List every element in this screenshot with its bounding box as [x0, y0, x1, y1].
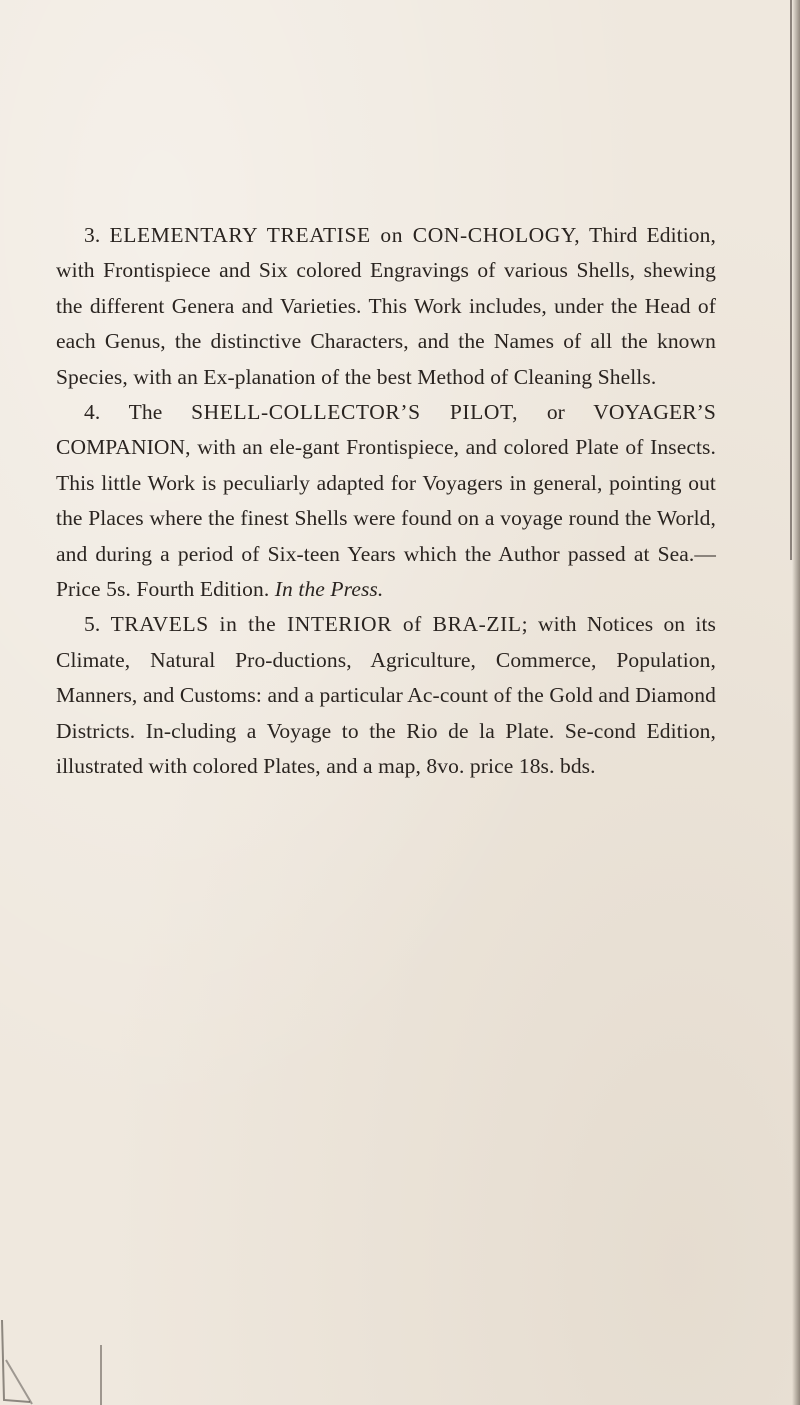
entry-title: ELEMENTARY TREATISE on CON-CHOLOGY,	[109, 223, 581, 247]
entry-body: or VOYAGER’S COMPANION, with an ele-gant Frontispiece, and colored Plate of Insects. This little Work is peculiarly adapted for Voyagers in general, pointing out the Places where the finest Shells were found on a voyage round the World, and during a period of Six-teen Years which the Author passed at Sea.— Price 5s. Fourth Edition.	[56, 400, 716, 602]
margin-mark	[100, 1345, 102, 1405]
entry-note: In the Press.	[274, 577, 384, 602]
entry-body: Third Edition, with Frontispiece and Six colored Engravings of various Shells, shewing the different Genera and Varieties. This Work includes, under the Head of each Genus, the distinctive Characters, and the Names of all the known Species, with an Ex-planation of the best Method of Cleaning Shells.	[56, 223, 716, 389]
entry-4	[56, 395, 716, 607]
entry-number: 5.	[84, 612, 101, 637]
entry-title: TRAVELS in the INTERIOR of BRA-ZIL	[110, 612, 522, 637]
entry-title-prefix: The	[128, 400, 163, 425]
entry-5	[56, 607, 716, 784]
entry-3	[56, 218, 716, 395]
entry-body: ; with Notices on its Climate, Natural Pro-ductions, Agriculture, Commerce, Population, Manners, and Customs: and a particular Ac-count of the Gold and Diamond Districts. In-cluding a Voyage to the Rio de la Plate. Se-cond Edition, illustrated with colored Plates, and a map, 8vo. price 18s. bds.	[56, 612, 716, 779]
corner-pencil-mark	[0, 1320, 40, 1405]
entry-number: 3.	[84, 223, 101, 247]
advertisement-list	[56, 218, 716, 785]
entry-title: SHELL-COLLECTOR’S PILOT,	[191, 400, 519, 425]
entry-number: 4.	[84, 400, 101, 425]
page-edge-shadow	[792, 0, 800, 1405]
